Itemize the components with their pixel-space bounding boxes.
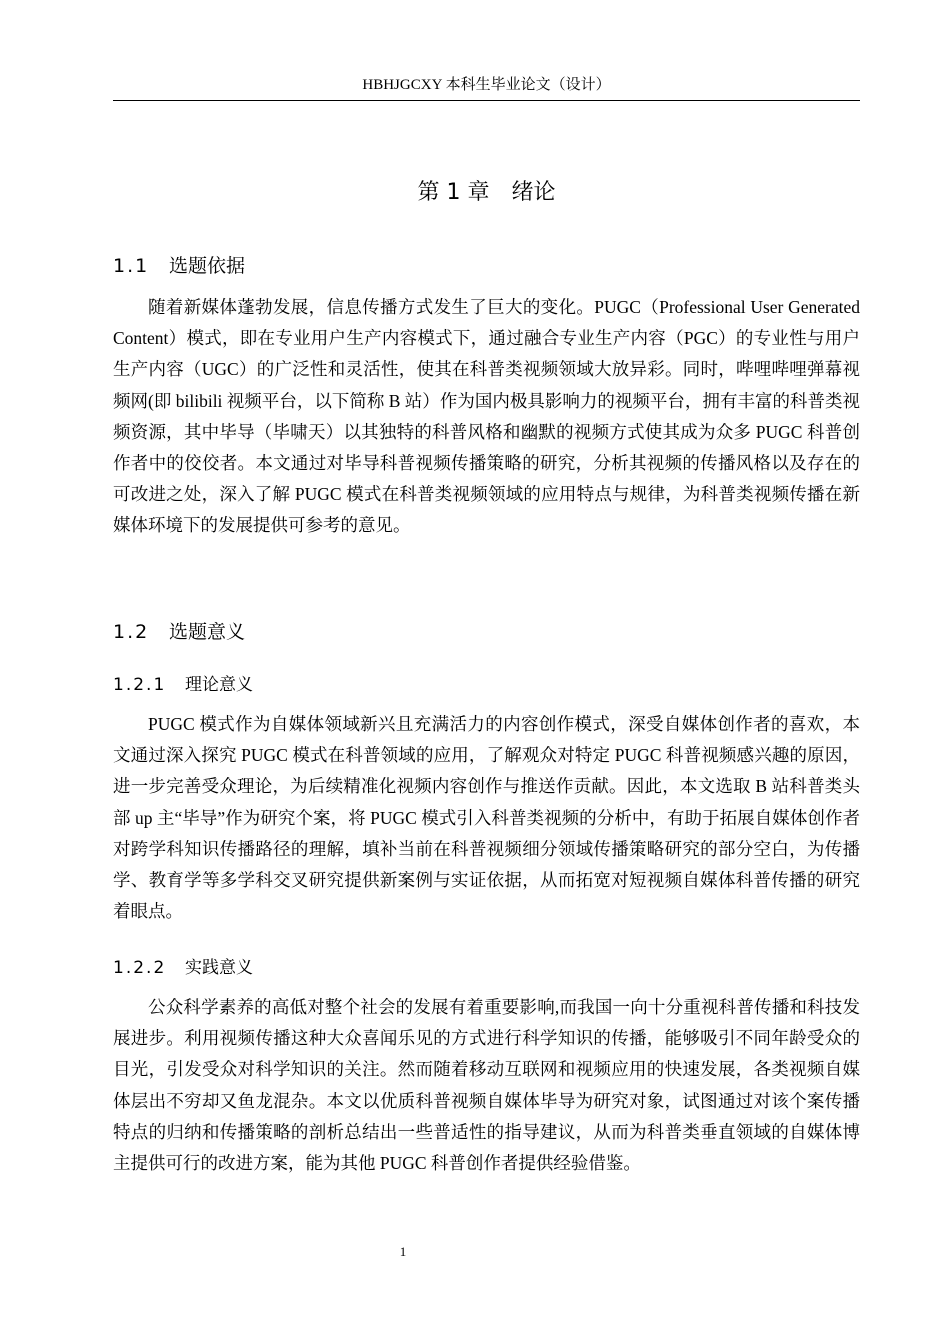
subsection-heading-1-2-2 <box>113 955 253 981</box>
section-heading-1-1 <box>113 252 245 280</box>
section-title: 选题意义 <box>169 621 246 643</box>
subsection-1-2-2-paragraph: 公众科学素养的高低对整个社会的发展有着重要影响,而我国一向十分重视科普传播和科技发展进步。利用视频传播这种大众喜闻乐见的方式进行科学知识的传播，能够吸引不同年龄受众的目光，引发受众对科学知识的关注。然而随着移动互联网和视频应用的快速发展，各类视频自媒体层出不穷却又鱼龙混杂。本文以优质科普视频自媒体毕导为研究对象，试图通过对该个案传播特点的归纳和传播策略的剖析总结出一些普适性的指导建议，从而为科普类垂直领域的自媒体博主提供可行的改进方案，能为其他 PUGC 科普创作者提供经验借鉴。 <box>113 997 860 1174</box>
header-rule <box>113 100 860 101</box>
running-header: HBHJGCXY 本科生毕业论文（设计） <box>362 77 611 93</box>
subsection-title: 理论意义 <box>185 675 253 695</box>
section-title: 选题依据 <box>169 255 246 277</box>
page-number: 1 <box>399 1244 407 1259</box>
chapter-label: 第 1 章 <box>417 180 490 205</box>
subsection-number: 1.2.2 <box>113 958 167 978</box>
section-number: 1.2 <box>113 621 150 643</box>
subsection-1-2-1-paragraph: PUGC 模式作为自媒体领域新兴且充满活力的内容创作模式，深受自媒体创作者的喜欢，本文通过深入探究 PUGC 模式在科普领域的应用，了解观众对特定 PUGC 科普视频感兴趣的原因，进一步完善受众理论，为后续精准化视频内容创作与推送作贡献。因此，本文选取 B 站科普类头部 up 主“毕导”作为研究个案，将 PUGC 模式引入科普类视频的分析中，有助于拓展自媒体创作者对跨学科知识传播路径的理解，填补当前在科普视频细分领域传播策略研究的部分空白，为传播学、教育学等多学科交叉研究提供新案例与实证依据，从而拓宽对短视频自媒体科普传播的研究着眼点。 <box>113 714 860 922</box>
section-1-1-paragraph: 随着新媒体蓬勃发展，信息传播方式发生了巨大的变化。PUGC（Professional User Generated Content）模式，即在专业用户生产内容模式下，通过融合专业生产内容（PGC）的专业性与用户生产内容（UGC）的广泛性和灵活性，使其在科普类视频领域大放异彩。同时，哔哩哔哩弹幕视频网(即 bilibili 视频平台，以下简称 B 站）作为国内极具影响力的视频平台，拥有丰富的科普类视频资源，其中毕导（毕啸天）以其独特的科普风格和幽默的视频方式使其成为众多 PUGC 科普创作者中的佼佼者。本文通过对毕导科普视频传播策略的研究，分析其视频的传播风格以及存在的可改进之处，深入了解 PUGC 模式在科普类视频领域的应用特点与规律，为科普类视频传播在新媒体环境下的发展提供可参考的意见。 <box>113 297 860 536</box>
subsection-title: 实践意义 <box>185 958 253 978</box>
chapter-title <box>113 176 860 210</box>
subsection-heading-1-2-1 <box>113 672 253 698</box>
chapter-name: 绪论 <box>511 180 556 205</box>
section-heading-1-2 <box>113 618 245 646</box>
subsection-number: 1.2.1 <box>113 675 167 695</box>
section-number: 1.1 <box>113 255 150 277</box>
